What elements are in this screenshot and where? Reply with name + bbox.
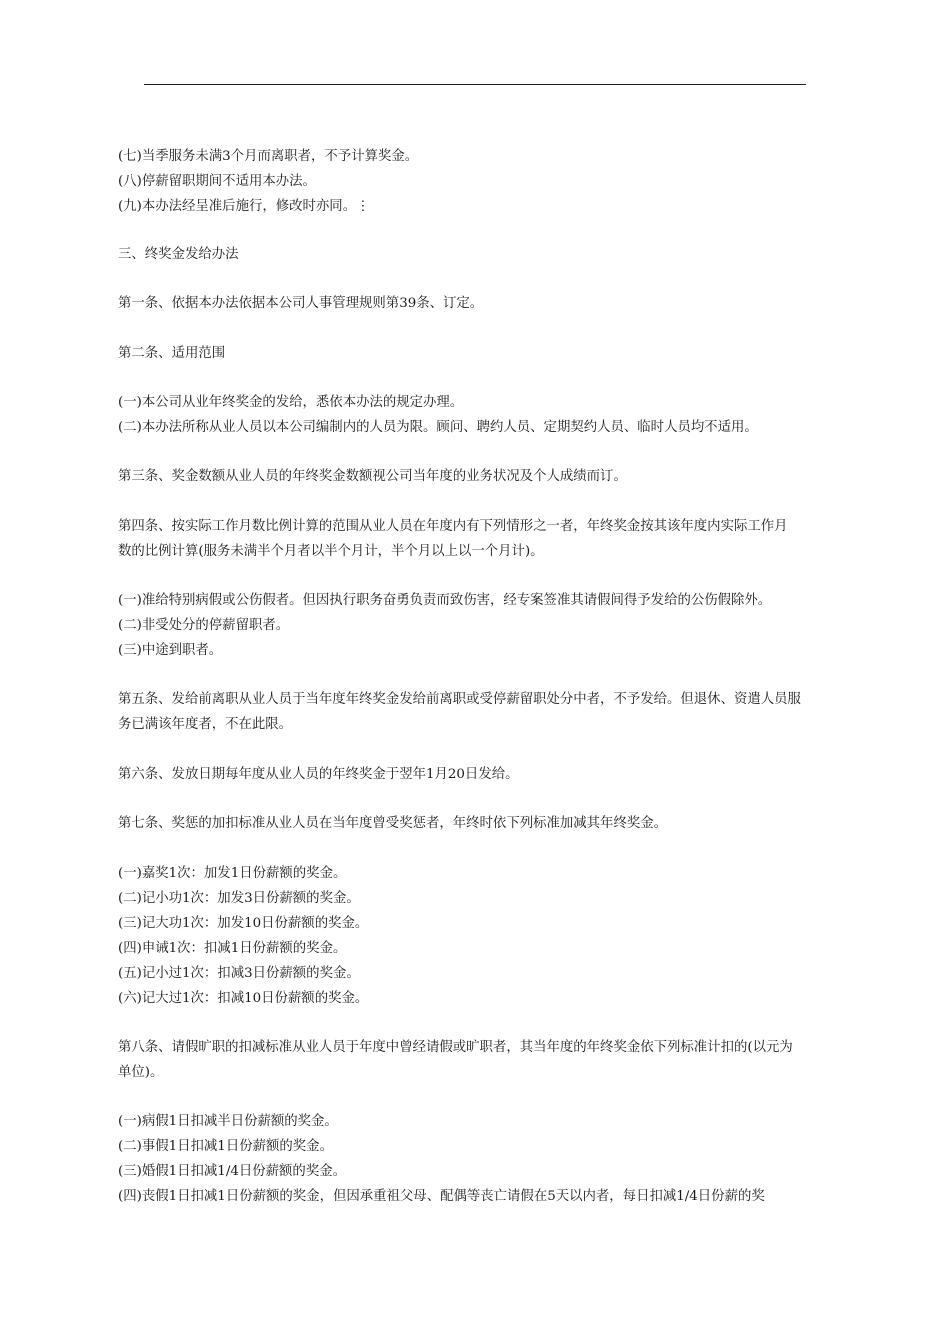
article-2-item-1: (一)本公司从业年终奖金的发给，悉依本办法的规定办理。 (118, 395, 464, 410)
article-4-line-1: 第四条、按实际工作月数比例计算的范围从业人员在年度内有下列情形之一者，年终奖金按其该年度内实际工作月 (118, 519, 788, 534)
article-7-item-3: (三)记大功1次：加发10日份薪额的奖金。 (118, 916, 369, 931)
article-4-item-1: (一)准给特别病假或公伤假者。但因执行职务奋勇负责而致伤害，经专案签准其请假间得予发给的公伤假除外。 (118, 593, 772, 608)
article-7-item-4: (四)申诫1次：扣减1日份薪额的奖金。 (118, 941, 347, 956)
article-3-line: 第三条、奖金数额从业人员的年终奖金数额视公司当年度的业务状况及个人成绩而订。 (118, 469, 627, 484)
article-4-item-2: (二)非受处分的停薪留职者。 (118, 618, 290, 633)
article-8-item-1: (一)病假1日扣减半日份薪额的奖金。 (118, 1114, 338, 1129)
article-7-item-2: (二)记小功1次：加发3日份薪额的奖金。 (118, 891, 360, 906)
article-7-item-1: (一)嘉奖1次：加发1日份薪额的奖金。 (118, 866, 347, 881)
article-7-item-6: (六)记大过1次：扣减10日份薪额的奖金。 (118, 991, 369, 1006)
clause-7-line: (七)当季服务未满3个月而离职者，不予计算奖金。 (118, 149, 419, 164)
clause-9-line: (九)本办法经呈准后施行，修改时亦同。⋮ (118, 199, 370, 214)
clause-8-line: (八)停薪留职期间不适用本办法。 (118, 174, 316, 189)
article-8-line-2: 单位)。 (118, 1065, 164, 1080)
article-1-line: 第一条、依据本办法依据本公司人事管理规则第39条、订定。 (118, 296, 484, 311)
article-8-item-2: (二)事假1日扣减1日份薪额的奖金。 (118, 1139, 333, 1154)
article-6-line: 第六条、发放日期每年度从业人员的年终奖金于翌年1月20日发给。 (118, 767, 519, 782)
article-8-line-1: 第八条、请假旷职的扣减标准从业人员于年度中曾经请假或旷职者，其当年度的年终奖金依下列标准计扣的(以元为 (118, 1040, 793, 1055)
article-4-item-3: (三)中途到职者。 (118, 643, 223, 658)
article-7-line: 第七条、奖惩的加扣标准从业人员在当年度曾受奖惩者，年终时依下列标准加减其年终奖金。 (118, 816, 668, 831)
article-5-line-2: 务已满该年度者，不在此限。 (118, 717, 293, 732)
article-2-item-2: (二)本办法所称从业人员以本公司编制内的人员为限。顾问、聘约人员、定期契约人员、临时人员均不适用。 (118, 420, 758, 435)
section-3-heading: 三、终奖金发给办法 (118, 247, 239, 262)
article-5-line-1: 第五条、发给前离职从业人员于当年度年终奖金发给前离职或受停薪留职处分中者，不予发给。但退休、资遣人员服 (118, 692, 801, 707)
article-4-line-2: 数的比例计算(服务未满半个月者以半个月计，半个月以上以一个月计)。 (118, 544, 544, 559)
header-rule (144, 84, 806, 85)
article-8-item-4: (四)丧假1日扣减1日份薪额的奖金，但因承重祖父母、配偶等丧亡请假在5天以内者，每日扣减1/4日份薪的奖 (118, 1189, 765, 1204)
article-2-heading: 第二条、适用范围 (118, 346, 226, 361)
article-7-item-5: (五)记小过1次：扣减3日份薪额的奖金。 (118, 966, 360, 981)
article-8-item-3: (三)婚假1日扣减1/4日份薪额的奖金。 (118, 1164, 346, 1179)
